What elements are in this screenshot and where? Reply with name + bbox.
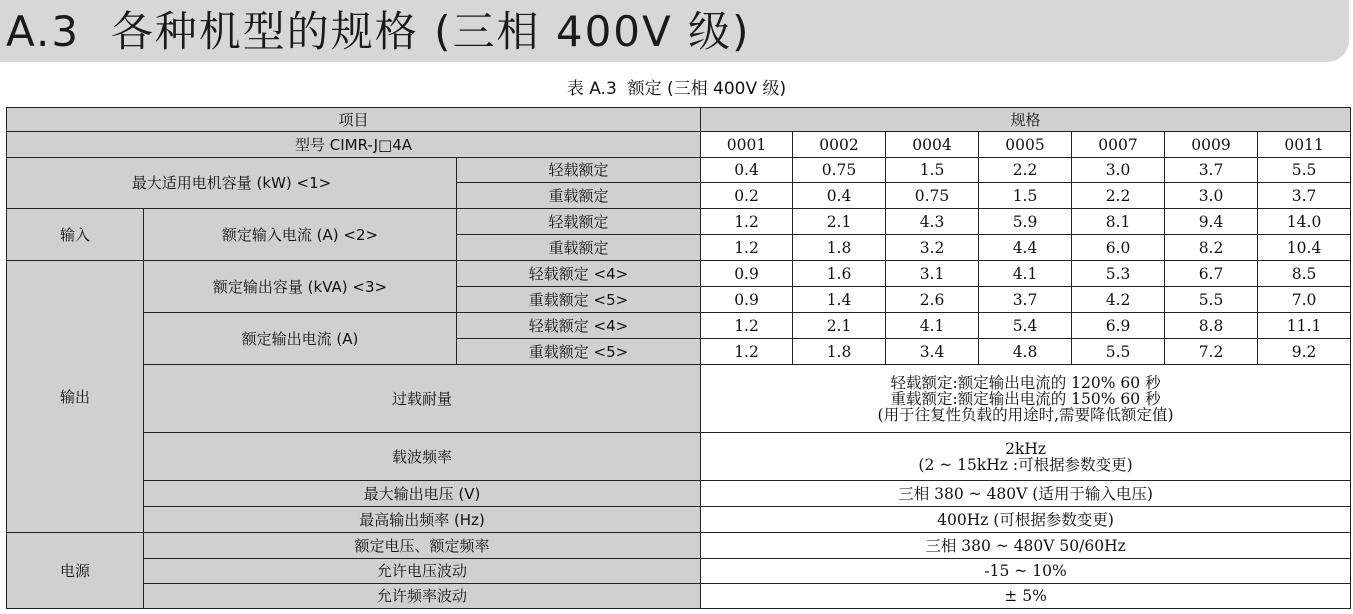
value-cell: 2.2 [979, 158, 1072, 183]
light-duty-label: 轻载额定 [457, 158, 701, 183]
heavy-duty-label: 重载额定 [457, 183, 701, 209]
value-cell: 5.5 [1258, 158, 1351, 183]
output-group-label: 输出 [7, 261, 144, 533]
value-cell: 1.8 [793, 235, 886, 261]
value-cell: 11.1 [1258, 313, 1351, 339]
value-cell: 6.0 [1072, 235, 1165, 261]
rated-output-capacity-label: 额定输出容量 (kVA) <3> [144, 261, 457, 313]
max-output-voltage-label: 最大输出电压 (V) [144, 481, 701, 507]
value-cell: 1.5 [886, 158, 979, 183]
motor-light-row [7, 158, 1351, 183]
value-cell: 4.2 [1072, 287, 1165, 313]
value-cell: 8.5 [1258, 261, 1351, 287]
value-cell: 0.9 [701, 287, 793, 313]
input-light-row [7, 209, 1351, 235]
value-cell: 3.0 [1165, 183, 1258, 209]
voltage-fluctuation-label: 允许电压波动 [144, 559, 701, 584]
rated-output-current-label: 额定输出电流 (A) [144, 313, 457, 365]
value-cell: 9.2 [1258, 339, 1351, 365]
carrier-frequency-value [701, 433, 1351, 481]
frequency-fluctuation-label: 允许频率波动 [144, 584, 701, 609]
light-duty-label: 轻载额定 <4> [457, 261, 701, 287]
frequency-fluctuation-row [7, 584, 1351, 609]
value-cell: 8.8 [1165, 313, 1258, 339]
item-header: 项目 [7, 108, 701, 132]
voltage-fluctuation-value: -15 ~ 10% [701, 559, 1351, 584]
carrier-row [7, 433, 1351, 481]
value-cell: 0.75 [793, 158, 886, 183]
value-cell: 5.3 [1072, 261, 1165, 287]
header-row [7, 108, 1351, 132]
overload-capacity-value [701, 365, 1351, 433]
max-output-voltage-value: 三相 380 ~ 480V (适用于输入电压) [701, 481, 1351, 507]
carrier-frequency-label: 载波频率 [144, 433, 701, 481]
heavy-duty-label: 重载额定 <5> [457, 287, 701, 313]
value-cell: 1.2 [701, 339, 793, 365]
value-cell: 5.5 [1072, 339, 1165, 365]
value-cell: 3.1 [886, 261, 979, 287]
overload-capacity-label: 过载耐量 [144, 365, 701, 433]
rated-input-current-label: 额定输入电流 (A) <2> [144, 209, 457, 261]
value-cell: 1.2 [701, 209, 793, 235]
model-row [7, 132, 1351, 158]
max-output-frequency-value: 400Hz (可根据参数变更) [701, 507, 1351, 533]
value-cell: 6.7 [1165, 261, 1258, 287]
model-cell: 0009 [1165, 132, 1258, 158]
value-cell: 0.75 [886, 183, 979, 209]
value-cell: 2.1 [793, 209, 886, 235]
overload-line: 重载额定:额定输出电流的 150% 60 秒 [890, 389, 1161, 408]
overload-row [7, 365, 1351, 433]
value-cell: 9.4 [1165, 209, 1258, 235]
overload-line: 轻载额定:额定输出电流的 120% 60 秒 [890, 373, 1161, 392]
light-duty-label: 轻载额定 [457, 209, 701, 235]
value-cell: 4.4 [979, 235, 1072, 261]
model-cell: 0005 [979, 132, 1072, 158]
value-cell: 14.0 [1258, 209, 1351, 235]
carrier-line: 2kHz [1005, 439, 1047, 458]
value-cell: 8.2 [1165, 235, 1258, 261]
value-cell: 5.5 [1165, 287, 1258, 313]
value-cell: 0.2 [701, 183, 793, 209]
value-cell: 3.4 [886, 339, 979, 365]
heavy-duty-label: 重载额定 <5> [457, 339, 701, 365]
value-cell: 0.4 [701, 158, 793, 183]
value-cell: 7.2 [1165, 339, 1258, 365]
output-current-light-row [7, 313, 1351, 339]
model-cell: 0002 [793, 132, 886, 158]
value-cell: 0.9 [701, 261, 793, 287]
value-cell: 4.3 [886, 209, 979, 235]
overload-line: (用于往复性负载的用途时,需要降低额定值) [877, 405, 1174, 424]
max-output-frequency-label: 最高输出频率 (Hz) [144, 507, 701, 533]
voltage-fluctuation-row [7, 559, 1351, 584]
rated-voltage-frequency-value: 三相 380 ~ 480V 50/60Hz [701, 533, 1351, 559]
carrier-line: (2 ~ 15kHz :可根据参数变更) [918, 455, 1133, 474]
light-duty-label: 轻载额定 <4> [457, 313, 701, 339]
value-cell: 4.8 [979, 339, 1072, 365]
value-cell: 3.2 [886, 235, 979, 261]
value-cell: 0.4 [793, 183, 886, 209]
model-cell: 0004 [886, 132, 979, 158]
value-cell: 2.6 [886, 287, 979, 313]
spec-table [6, 107, 1351, 609]
value-cell: 1.4 [793, 287, 886, 313]
value-cell: 1.5 [979, 183, 1072, 209]
value-cell: 7.0 [1258, 287, 1351, 313]
value-cell: 5.9 [979, 209, 1072, 235]
value-cell: 4.1 [979, 261, 1072, 287]
value-cell: 4.1 [886, 313, 979, 339]
input-group-label: 输入 [7, 209, 144, 261]
section-heading: A.3 各种机型的规格 (三相 400V 级) [6, 7, 751, 56]
value-cell: 6.9 [1072, 313, 1165, 339]
rated-voltage-frequency-label: 额定电压、额定频率 [144, 533, 701, 559]
value-cell: 3.7 [1258, 183, 1351, 209]
value-cell: 5.4 [979, 313, 1072, 339]
frequency-fluctuation-value: ± 5% [701, 584, 1351, 609]
value-cell: 3.0 [1072, 158, 1165, 183]
heavy-duty-label: 重载额定 [457, 235, 701, 261]
model-cell: 0011 [1258, 132, 1351, 158]
value-cell: 1.8 [793, 339, 886, 365]
power-group-label: 电源 [7, 533, 144, 609]
value-cell: 1.6 [793, 261, 886, 287]
max-voltage-row [7, 481, 1351, 507]
value-cell: 3.7 [1165, 158, 1258, 183]
model-cell: 0007 [1072, 132, 1165, 158]
max-frequency-row [7, 507, 1351, 533]
value-cell: 10.4 [1258, 235, 1351, 261]
model-label: 型号 CIMR-J□4A [7, 132, 701, 158]
table-caption: 表 A.3 额定 (三相 400V 级) [566, 79, 787, 99]
value-cell: 1.2 [701, 235, 793, 261]
value-cell: 1.2 [701, 313, 793, 339]
spec-header: 规格 [701, 108, 1351, 132]
power-rated-row [7, 533, 1351, 559]
output-capacity-light-row [7, 261, 1351, 287]
value-cell: 2.1 [793, 313, 886, 339]
value-cell: 3.7 [979, 287, 1072, 313]
value-cell: 8.1 [1072, 209, 1165, 235]
section-heading-bar [0, 0, 1349, 62]
motor-capacity-label: 最大适用电机容量 (kW) <1> [7, 158, 457, 209]
value-cell: 2.2 [1072, 183, 1165, 209]
model-cell: 0001 [701, 132, 793, 158]
